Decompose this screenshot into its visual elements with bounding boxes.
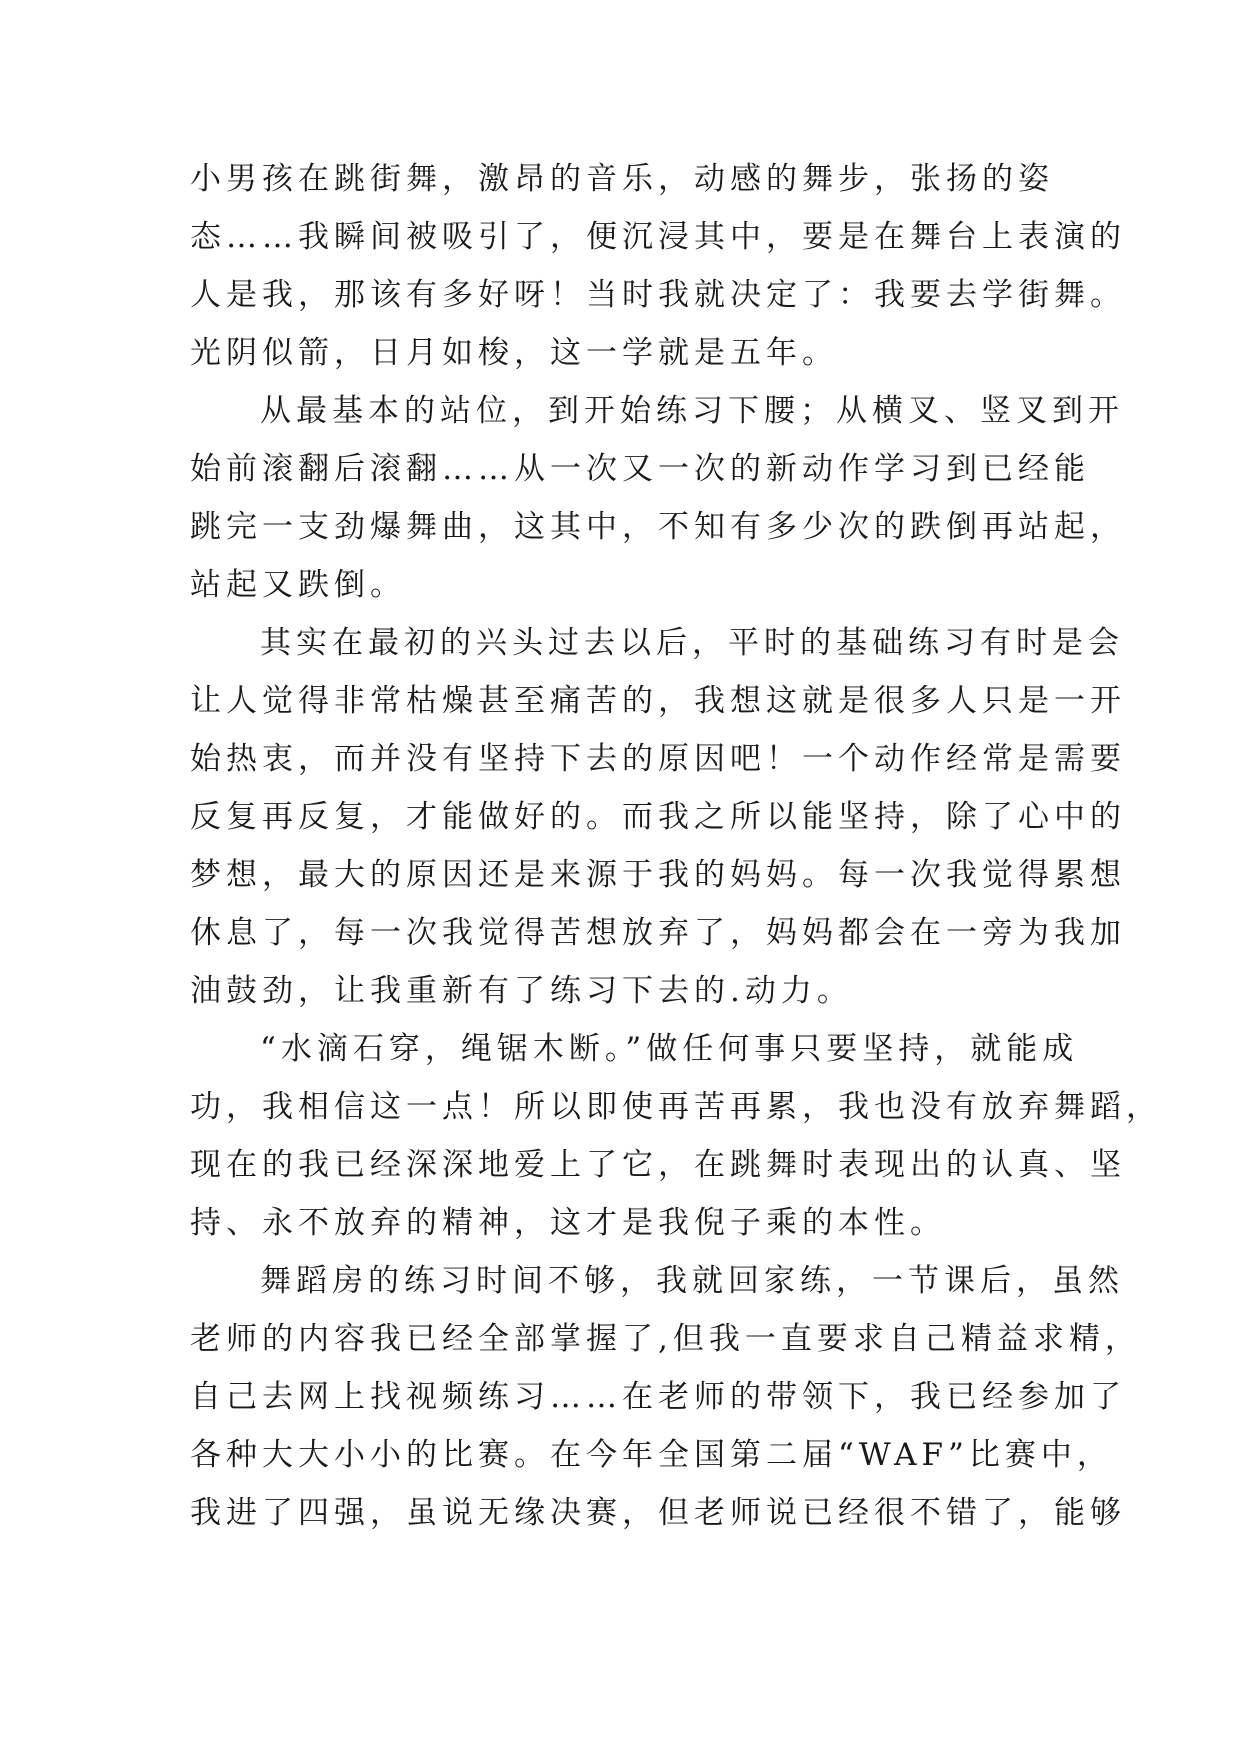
text-line: 站起又跌倒。 bbox=[190, 567, 406, 603]
text-line: 小男孩在跳街舞，激昂的音乐，动感的舞步，张扬的姿 bbox=[190, 161, 1054, 197]
text-line: 态……我瞬间被吸引了，便沉浸其中，要是在舞台上表演的 bbox=[190, 219, 1126, 255]
text-line: 光阴似箭，日月如梭，这一学就是五年。 bbox=[190, 335, 838, 371]
paragraph-start-line: 从最基本的站位，到开始练习下腰；从横叉、竖叉到开 bbox=[260, 393, 1124, 429]
text-line: 跳完一支劲爆舞曲，这其中，不知有多少次的跌倒再站起， bbox=[190, 509, 1126, 545]
text-line: 梦想，最大的原因还是来源于我的妈妈。每一次我觉得累想 bbox=[190, 857, 1126, 893]
text-line: 油鼓劲，让我重新有了练习下去的.动力。 bbox=[190, 973, 853, 1009]
paragraph-start-line: “水滴石穿，绳锯木断。”做任何事只要坚持，就能成 bbox=[260, 1031, 1079, 1067]
text-line: 持、永不放弃的精神，这才是我倪子乘的本性。 bbox=[190, 1205, 946, 1241]
text-line: 我进了四强，虽说无缘决赛，但老师说已经很不错了，能够 bbox=[190, 1495, 1126, 1531]
paragraph-start-line: 舞蹈房的练习时间不够，我就回家练，一节课后，虽然 bbox=[260, 1263, 1124, 1299]
text-line: 现在的我已经深深地爱上了它，在跳舞时表现出的认真、坚 bbox=[190, 1147, 1126, 1183]
text-line: 反复再反复，才能做好的。而我之所以能坚持，除了心中的 bbox=[190, 799, 1126, 835]
text-line: 始前滚翻后滚翻……从一次又一次的新动作学习到已经能 bbox=[190, 451, 1090, 487]
text-line: 功，我相信这一点！所以即使再苦再累，我也没有放弃舞蹈， bbox=[190, 1089, 1162, 1125]
text-line: 自己去网上找视频练习……在老师的带领下，我已经参加了 bbox=[190, 1379, 1126, 1415]
text-line: 人是我，那该有多好呀！当时我就决定了：我要去学街舞。 bbox=[190, 277, 1126, 313]
text-line: 老师的内容我已经全部掌握了,但我一直要求自己精益求精， bbox=[190, 1321, 1141, 1357]
document-body bbox=[190, 150, 1162, 1542]
text-line: 让人觉得非常枯燥甚至痛苦的，我想这就是很多人只是一开 bbox=[190, 683, 1126, 719]
text-line: 休息了，每一次我觉得苦想放弃了，妈妈都会在一旁为我加 bbox=[190, 915, 1126, 951]
paragraph-start-line: 其实在最初的兴头过去以后，平时的基础练习有时是会 bbox=[260, 625, 1124, 661]
text-line: 始热衷，而并没有坚持下去的原因吧！一个动作经常是需要 bbox=[190, 741, 1126, 777]
text-line: 各种大大小小的比赛。在今年全国第二届“WAF”比赛中， bbox=[190, 1437, 1113, 1473]
